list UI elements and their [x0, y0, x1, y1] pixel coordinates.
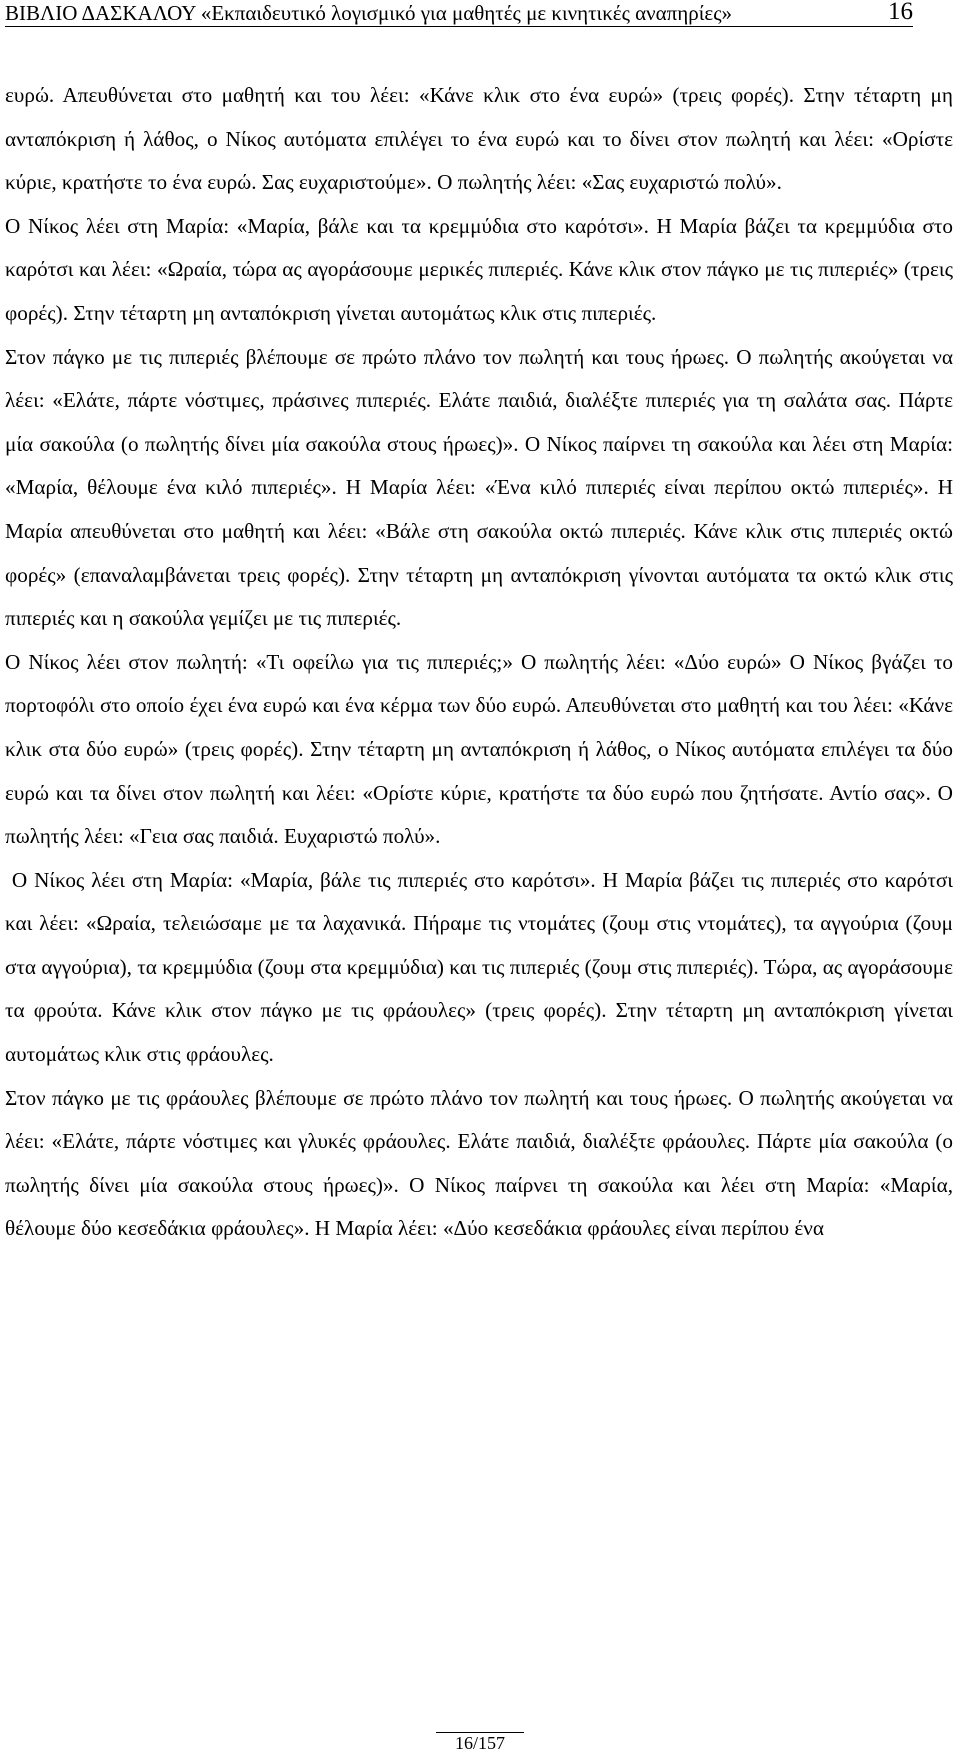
paragraph: ευρώ. Απευθύνεται στο μαθητή και του λέει: «Κάνε κλικ στο ένα ευρώ» (τρεις φορές). Στην τέταρτη μη ανταπόκριση ή λάθος, ο Νίκος αυτόματα επιλέγει το ένα ευρώ και το δίνει στον πωλητή και λέει: «Ορίστε κύριε, κρατήστε το ένα ευρώ. Σας ευχαριστούμε». Ο πωλητής λέει: «Σας ευχαριστώ πολύ». [5, 83, 959, 195]
footer-page-number: 16/157 [454, 1733, 505, 1753]
document-body [5, 74, 959, 1251]
page-header [5, 0, 913, 27]
paragraph: Στον πάγκο με τις πιπεριές βλέπουμε σε πρώτο πλάνο τον πωλητή και τους ήρωες. Ο πωλητής ακούγεται να λέει: «Ελάτε, πάρτε νόστιμες, πράσινες πιπεριές. Ελάτε παιδιά, διαλέξτε πιπεριές για τη σαλάτα σας. Πάρτε μία σακούλα (ο πωλητής δίνει μία σακούλα στους ήρωες)». Ο Νίκος παίρνει τη σακούλα και λέει στη Μαρία: «Μαρία, θέλουμε ένα κιλό πιπεριές». Η Μαρία λέει: «Ένα κιλό πιπεριές είναι περίπου οκτώ πιπεριές». Η Μαρία απευθύνεται στο μαθητή και λέει: «Βάλε στη σακούλα οκτώ πιπεριές. Κάνε κλικ στις πιπεριές οκτώ φορές» (επαναλαμβάνεται τρεις φορές). Στην τέταρτη μη ανταπόκριση γίνονται αυτόματα τα οκτώ κλικ στις πιπεριές και η σακούλα γεμίζει με τις πιπεριές. [5, 344, 959, 631]
paragraph: Στον πάγκο με τις φράουλες βλέπουμε σε πρώτο πλάνο τον πωλητή και τους ήρωες. Ο πωλητής ακούγεται να λέει: «Ελάτε, πάρτε νόστιμες και γλυκές φράουλες. Ελάτε παιδιά, διαλέξτε φράουλες. Πάρτε μία σακούλα (ο πωλητής δίνει μία σακούλα στους ήρωες)». Ο Νίκος παίρνει τη σακούλα και λέει στη Μαρία: «Μαρία, θέλουμε δύο κεσεδάκια φράουλες». Η Μαρία λέει: «Δύο κεσεδάκια φράουλες είναι περίπου ένα [5, 1085, 959, 1241]
paragraph: Ο Νίκος λέει στη Μαρία: «Μαρία, βάλε και τα κρεμμύδια στο καρότσι». Η Μαρία βάζει τα κρεμμύδια στο καρότσι και λέει: «Ωραία, τώρα ας αγοράσουμε μερικές πιπεριές. Κάνε κλικ στον πάγκο με τις πιπεριές» (τρεις φορές). Στην τέταρτη μη ανταπόκριση γίνεται αυτομάτως κλικ στις πιπεριές. [5, 213, 959, 325]
paragraph: Ο Νίκος λέει στον πωλητή: «Τι οφείλω για τις πιπεριές;» Ο πωλητής λέει: «Δύο ευρώ» Ο Νίκος βγάζει το πορτοφόλι στο οποίο έχει ένα ευρώ και ένα κέρμα των δύο ευρώ. Απευθύνεται στο μαθητή και του λέει: «Κάνε κλικ στα δύο ευρώ» (τρεις φορές). Στην τέταρτη μη ανταπόκριση ή λάθος, ο Νίκος αυτόματα επιλέγει τα δύο ευρώ και τα δίνει στον πωλητή και λέει: «Ορίστε κύριε, κρατήστε τα δύο ευρώ που ζητήσατε. Αντίο σας». Ο πωλητής λέει: «Γεια σας παιδιά. Ευχαριστώ πολύ». [5, 649, 959, 849]
paragraph: Ο Νίκος λέει στη Μαρία: «Μαρία, βάλε τις πιπεριές στο καρότσι». Η Μαρία βάζει τις πιπεριές στο καρότσι και λέει: «Ωραία, τελειώσαμε με τα λαχανικά. Πήραμε τις ντομάτες (ζουμ στις ντομάτες), τα αγγούρια (ζουμ στα αγγούρια), τα κρεμμύδια (ζουμ στα κρεμμύδια) και τις πιπεριές (ζουμ στις πιπεριές). Τώρα, ας αγοράσουμε τα φρούτα. Κάνε κλικ στον πάγκο με τις φράουλες» (τρεις φορές). Στην τέταρτη μη ανταπόκριση γίνεται αυτομάτως κλικ στις φράουλες. [5, 867, 959, 1067]
header-title: ΒΙΒΛΙΟ ΔΑΣΚΑΛΟΥ «Εκπαιδευτικό λογισμικό για μαθητές με κινητικές αναπηρίες» [5, 1, 733, 25]
header-page-number: 16 [888, 0, 913, 25]
